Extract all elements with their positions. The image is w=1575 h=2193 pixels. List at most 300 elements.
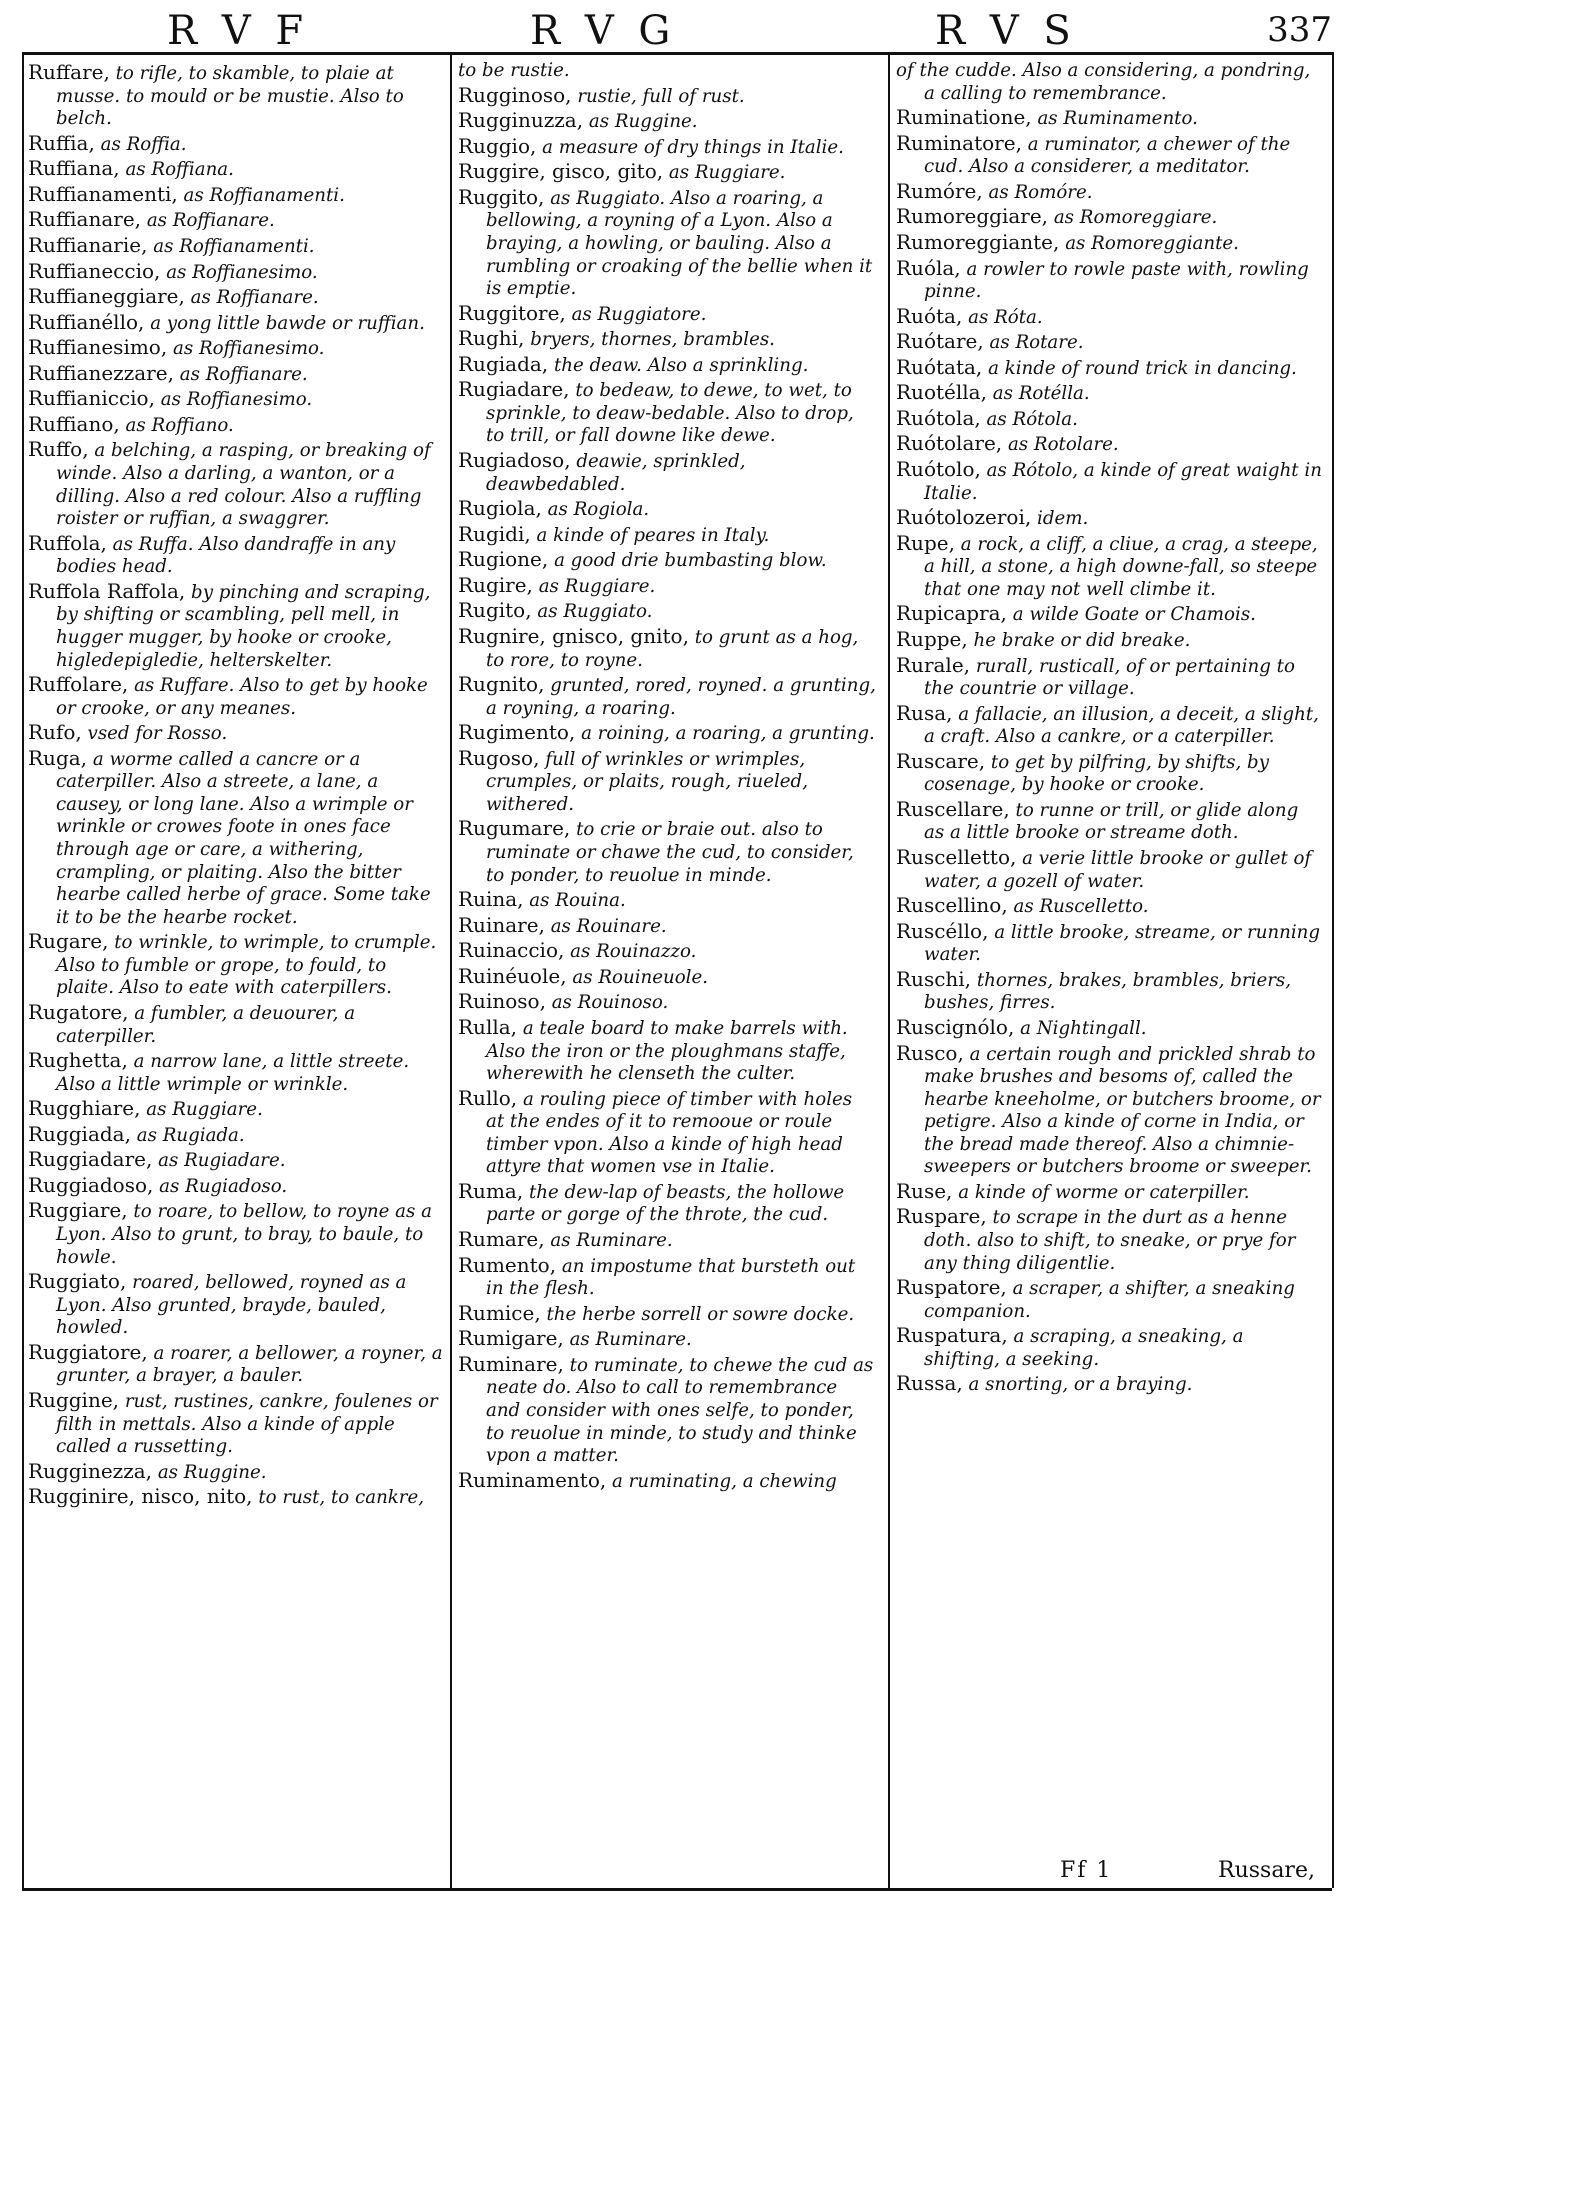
entry-definition: to rifle, to skamble, to plaie at musse. to mould or be mustie. Also to belch.: [56, 63, 404, 130]
entry-definition: as Rouineuole.: [572, 966, 709, 988]
entry-definition: as Ruggiare.: [146, 1099, 263, 1121]
entry-definition: as Ruminare.: [550, 1230, 673, 1251]
dictionary-entry: [28, 1000, 446, 1048]
entry-definition: as Roffianamenti.: [183, 184, 345, 206]
dictionary-entry: [28, 1147, 446, 1173]
entry-definition: as Roffianesimo.: [173, 338, 325, 360]
entry-headword: Ruina,: [458, 887, 524, 912]
entry-headword: Ruggire, gisco, gito,: [458, 159, 664, 184]
dictionary-entry: [28, 361, 446, 387]
dictionary-entry: [458, 377, 876, 448]
entry-headword: Rugginire, nisco, nito,: [28, 1484, 253, 1509]
entry-definition: grunted, rored, royned. a grunting, a royning, a roaring.: [486, 675, 876, 719]
dictionary-entry: [28, 233, 446, 259]
entry-headword: Ruggine,: [28, 1387, 120, 1412]
entry-definition: a good drie bumbasting blow.: [554, 550, 827, 572]
entry-headword: Rugginoso,: [458, 82, 572, 107]
dictionary-entry: [458, 83, 876, 109]
dictionary-entry: [896, 179, 1324, 205]
entry-definition: as Rótola.: [986, 408, 1078, 430]
entry-definition: a belching, a rasping, or breaking of winde. Also a darling, a wanton, or a dilling. Also a red colour. Also a ruffling roister or ruffian, a swaggrer.: [56, 440, 431, 530]
entry-headword: Ruggiato,: [28, 1269, 127, 1294]
entry-headword: Rugiola,: [458, 496, 542, 521]
entry-headword: Ruscare,: [896, 748, 986, 773]
entry-definition: thornes, brakes, brambles, briers, bushes, firres.: [924, 969, 1292, 1014]
entry-headword: Rumoreggiare,: [896, 204, 1049, 229]
entry-headword: Ruffola,: [28, 530, 107, 555]
dictionary-entry: [458, 1086, 876, 1179]
dictionary-entry: [896, 1204, 1324, 1275]
column-1: [28, 60, 446, 1510]
running-header: [22, 8, 1332, 54]
entry-definition: rurall, rusticall, of or pertaining to the countrie or village.: [924, 655, 1295, 700]
entry-definition: as Ruggiatore.: [571, 303, 707, 325]
entry-definition: as Roffianamenti.: [153, 235, 315, 257]
entry-definition: to grunt as a hog, to rore, to royne.: [486, 626, 859, 671]
entry-headword: Ruggiada,: [28, 1121, 131, 1146]
entry-definition: as Romóre.: [988, 181, 1093, 203]
dictionary-entry: [896, 1323, 1324, 1371]
entry-headword: Ruóta,: [896, 303, 963, 328]
entry-headword: Ruótolo,: [896, 457, 981, 481]
entry-headword: Ruscelletto,: [896, 845, 1017, 869]
entry-headword: Ruspatore,: [896, 1275, 1007, 1300]
entry-definition: a scraping, a sneaking, a shifting, a seeking.: [924, 1326, 1244, 1370]
entry-definition: as Rotare.: [989, 332, 1084, 354]
entry-headword: Rugginezza,: [28, 1458, 153, 1483]
entry-headword: Ruscellino,: [896, 893, 1008, 918]
entry-definition: of the cudde. Also a considering, a pondring, a calling to remembrance.: [896, 60, 1311, 104]
dictionary-entry: [28, 1096, 446, 1122]
dictionary-entry: [896, 797, 1324, 845]
entry-definition: to rust, to cankre,: [258, 1487, 425, 1509]
dictionary-entry: [28, 60, 446, 131]
entry-definition: a snorting, or a braying.: [968, 1374, 1193, 1396]
entry-definition: a roining, a roaring, a grunting.: [581, 723, 875, 745]
entry-headword: Rumare,: [458, 1227, 545, 1251]
entry-headword: Rugione,: [458, 547, 549, 572]
entry-definition: as Romoreggiare.: [1053, 207, 1218, 229]
entry-definition: to scrape in the durt as a henne doth. also to shift, to sneake, or prye for any thing diligentlie.: [924, 1207, 1296, 1274]
dictionary-entry: [28, 1173, 446, 1199]
dictionary-entry: [458, 522, 876, 548]
entry-headword: Ruótolare,: [896, 431, 1003, 456]
dictionary-entry: [896, 1371, 1324, 1397]
entry-definition: as Rugiadoso.: [159, 1175, 288, 1197]
entry-definition: rust, rustines, cankre, foulenes or filth in mettals. Also a kinde of apple called a russetting.: [56, 1390, 438, 1458]
entry-definition: a wilde Goate or Chamois.: [1012, 604, 1256, 626]
dictionary-entry: [896, 531, 1324, 602]
dictionary-entry: [458, 1179, 876, 1227]
dictionary-entry: [896, 1041, 1324, 1179]
entry-definition: the deaw. Also a sprinkling.: [553, 354, 809, 376]
entry-headword: Rugimento,: [458, 720, 576, 745]
dictionary-entry: [896, 967, 1324, 1015]
entry-headword: Ruggiare,: [28, 1198, 128, 1223]
dictionary-entry: [896, 1179, 1324, 1205]
dictionary-entry: [28, 335, 446, 361]
entry-headword: Ruffolare,: [28, 672, 129, 697]
dictionary-entry: [458, 1227, 876, 1253]
entry-definition: as Ruggiare.: [668, 162, 786, 184]
entry-definition: as Ruggine.: [588, 111, 698, 133]
entry-headword: Ruffiana,: [28, 156, 120, 181]
entry-definition: as Rotélla.: [992, 383, 1090, 405]
dictionary-entry: [896, 893, 1324, 919]
dictionary-entry: [28, 579, 446, 672]
column-rule-1: [450, 52, 452, 1888]
dictionary-entry: [28, 1048, 446, 1096]
entry-definition: a worme called a cancre or a caterpiller. Also a streete, a lane, a causey, or long lane. Also a wrimple or wrinkle or crowes foote in ones face through age or care, a withering, crampling, or plaiting. Also the bitter hearbe called herbe of grace. Some take it to be the hearbe rocket.: [56, 748, 431, 928]
entry-headword: Ruffianesimo,: [28, 335, 168, 360]
dictionary-entry: [458, 1326, 876, 1352]
dictionary-entry: [896, 355, 1324, 381]
dictionary-entry: [896, 653, 1324, 701]
entry-headword: Rugiada,: [458, 351, 549, 376]
headword-center: R V G: [530, 8, 677, 54]
entry-definition: to crie or braie out. also to ruminate or chawe the cud, to consider, to ponder, to reuolue in minde.: [486, 819, 854, 886]
entry-definition: a kinde of peares in Italy.: [536, 524, 770, 546]
entry-definition: a rock, a cliff, a cliue, a crag, a steepe, a hill, a stone, a high downe-fall, so steepe that one may not well climbe it.: [924, 533, 1318, 600]
entry-headword: Ruminamento,: [458, 1467, 607, 1492]
dictionary-entry: [458, 598, 876, 624]
entry-definition: to runne or trill, or glide along as a little brooke or streame doth.: [924, 799, 1299, 844]
dictionary-entry: [28, 746, 446, 930]
entry-definition: full of wrinkles or wrimples, crumples, or plaits, rough, riueled, withered.: [486, 748, 808, 815]
entry-headword: Ruffianamenti,: [28, 181, 178, 206]
dictionary-entry: [28, 672, 446, 720]
dictionary-entry: [28, 1122, 446, 1148]
entry-definition: as Rótolo, a kinde of great waight in Italie.: [924, 460, 1322, 504]
column-rule-left: [22, 52, 24, 1888]
entry-headword: Rumoreggiante,: [896, 229, 1060, 254]
entry-definition: a little brooke, streame, or running water.: [924, 921, 1321, 966]
entry-definition: a roarer, a bellower, a royner, a grunter, a brayer, a bauler.: [56, 1342, 443, 1387]
entry-headword: Rughi,: [458, 326, 525, 351]
dictionary-entry: [28, 386, 446, 412]
dictionary-entry: [458, 913, 876, 939]
column-rule-right: [1332, 52, 1334, 1888]
entry-definition: as Ruggiato.: [537, 601, 653, 623]
entry-headword: Rufo,: [28, 720, 82, 745]
entry-headword: Ruffola Raffola,: [28, 578, 186, 603]
dictionary-entry: [458, 134, 876, 160]
entry-headword: Rugiadoso,: [458, 448, 571, 472]
entry-definition: the dew-lap of beasts, the hollowe parte or gorge of the throte, the cud.: [486, 1181, 845, 1226]
entry-definition: roared, bellowed, royned as a Lyon. Also grunted, brayde, bauled, howled.: [56, 1272, 407, 1339]
entry-definition: vsed for Rosso.: [87, 723, 228, 745]
entry-definition: as Roffiana.: [125, 159, 234, 181]
entry-headword: Ruspatura,: [896, 1323, 1008, 1348]
entry-headword: Ruffianiccio,: [28, 386, 155, 411]
dictionary-entry: [458, 672, 876, 720]
entry-definition: he brake or did breake.: [973, 629, 1191, 651]
entry-headword: Rumento,: [458, 1252, 557, 1277]
dictionary-entry: [458, 964, 876, 990]
dictionary-entry: [896, 406, 1324, 432]
entry-headword: Ruffianeggiare,: [28, 284, 185, 309]
entry-headword: Rugumare,: [458, 816, 571, 841]
entry-headword: Rughetta,: [28, 1048, 128, 1073]
dictionary-entry: [458, 989, 876, 1015]
column-3: [896, 60, 1324, 1397]
entry-headword: Ruscéllo,: [896, 918, 989, 943]
dictionary-entry: [896, 380, 1324, 406]
dictionary-entry: [896, 60, 1324, 105]
dictionary-entry: [28, 412, 446, 438]
entry-headword: Rugidi,: [458, 521, 531, 546]
dictionary-entry: [458, 1015, 876, 1086]
dictionary-entry: [458, 60, 876, 83]
dictionary-entry: [896, 601, 1324, 627]
entry-headword: Rumice,: [458, 1300, 541, 1325]
entry-headword: Ruffiano,: [28, 411, 120, 436]
entry-headword: Ruminare,: [458, 1351, 564, 1376]
entry-definition: a fallacie, an illusion, a deceit, a slight, a craft. Also a cankre, or a caterpiller.: [924, 703, 1319, 748]
dictionary-entry: [458, 1253, 876, 1301]
entry-definition: as Ruminare.: [569, 1329, 692, 1351]
dictionary-entry: [458, 624, 876, 672]
entry-definition: to ruminate, to chewe the cud as neate do. Also to call to remembrance and consider with ones selfe, to ponder, to reuolue in minde, to study and thinke vpon a matter.: [486, 1354, 874, 1467]
dictionary-page: [22, 8, 1332, 1898]
dictionary-entry: [28, 720, 446, 746]
entry-headword: Rugnire, gnisco, gnito,: [458, 623, 689, 648]
dictionary-entry: [458, 448, 876, 496]
entry-definition: a teale board to make barrels with. Also the iron or the ploughmans staffe, wherewith he clenseth the culter.: [486, 1017, 848, 1085]
entry-headword: Rullo,: [458, 1085, 518, 1110]
dictionary-entry: [458, 887, 876, 913]
entry-headword: Ruppe,: [896, 626, 968, 651]
dictionary-entry: [458, 746, 876, 817]
dictionary-entry: [28, 310, 446, 336]
entry-headword: Rugito,: [458, 598, 532, 623]
headword-right: R V S: [935, 8, 1077, 54]
entry-headword: Rugoso,: [458, 745, 540, 770]
entry-headword: Ruffianéllo,: [28, 309, 145, 334]
dictionary-entry: [458, 185, 876, 301]
entry-definition: as Róta.: [968, 306, 1043, 328]
entry-headword: Rulla,: [458, 1014, 518, 1039]
headword-left: R V F: [167, 8, 310, 54]
entry-headword: Ruspare,: [896, 1204, 987, 1229]
entry-headword: Ruffia,: [28, 130, 95, 155]
entry-definition: as Roffianesimo.: [160, 389, 313, 411]
dictionary-entry: [458, 326, 876, 352]
entry-definition: a verie little brooke or gullet of water, a gozell of water.: [924, 848, 1312, 892]
entry-definition: deawie, sprinkled, deawbedabled.: [486, 451, 746, 495]
entry-headword: Ruotélla,: [896, 380, 987, 405]
entry-headword: Rusco,: [896, 1040, 964, 1065]
entry-headword: Ruinoso,: [458, 989, 546, 1014]
entry-headword: Ruffianare,: [28, 207, 142, 232]
dictionary-entry: [896, 749, 1324, 797]
dictionary-entry: [458, 301, 876, 327]
dictionary-entry: [458, 547, 876, 573]
entry-headword: Ruse,: [896, 1178, 953, 1203]
entry-definition: a scraper, a shifter, a sneaking companion.: [924, 1278, 1295, 1322]
entry-definition: to wrinkle, to wrimple, to crumple. Also to fumble or grope, to fould, to plaite. Also to eate with caterpillers.: [56, 932, 437, 999]
entry-headword: Ruffare,: [28, 60, 110, 84]
dictionary-entry: [896, 919, 1324, 967]
entry-definition: as Rogiola.: [547, 499, 650, 521]
entry-definition: as Ruscelletto.: [1013, 896, 1149, 918]
entry-definition: as Roffianare.: [190, 287, 319, 309]
dictionary-entry: [28, 1459, 446, 1485]
dictionary-entry: [28, 207, 446, 233]
entry-definition: as Roffianare.: [146, 210, 275, 232]
dictionary-entry: [896, 304, 1324, 330]
entry-headword: Ruscellare,: [896, 796, 1010, 821]
entry-definition: as Ruggiare.: [538, 575, 656, 597]
dictionary-entry: [896, 204, 1324, 230]
entry-headword: Rumóre,: [896, 178, 983, 203]
entry-headword: Rugire,: [458, 572, 533, 597]
entry-headword: Rugghiare,: [28, 1096, 141, 1121]
column-rule-2: [888, 52, 890, 1888]
entry-headword: Rugnito,: [458, 672, 545, 697]
dictionary-entry: [28, 156, 446, 182]
dictionary-entry: [28, 437, 446, 530]
entry-definition: a Nightingall.: [1020, 1017, 1147, 1039]
dictionary-entry: [28, 1484, 446, 1510]
entry-definition: as Rugiadare.: [158, 1150, 286, 1172]
entry-definition: as Rouinare.: [550, 915, 667, 937]
entry-definition: as Roffiano.: [125, 414, 234, 436]
entry-definition: a rowler to rowle paste with, rowling pinne.: [924, 258, 1309, 303]
entry-headword: Rugatore,: [28, 999, 129, 1024]
entry-headword: Rugginuzza,: [458, 108, 584, 133]
entry-definition: as Ruminamento.: [1037, 108, 1198, 130]
entry-definition: as Roffianare.: [179, 363, 308, 385]
dictionary-entry: [896, 505, 1324, 531]
dictionary-entry: [458, 159, 876, 185]
entry-definition: a kinde of worme or caterpiller.: [958, 1181, 1250, 1203]
dictionary-entry: [896, 845, 1324, 893]
entry-definition: a certain rough and prickled shrab to make brushes and besoms of, called the hearbe kneeholme, or butchers broome, or petigre. Also a kinde of corne in India, or the bread made thereof. Also a chimnie-sweepers or butchers broome or sweeper.: [924, 1043, 1321, 1178]
entry-definition: as Rouinazzo.: [570, 941, 697, 963]
entry-headword: Ruótata,: [896, 354, 983, 379]
dictionary-entry: [458, 1301, 876, 1327]
entry-headword: Rugiadare,: [458, 377, 570, 402]
entry-headword: Ruggito,: [458, 184, 545, 209]
entry-definition: as Roffianesimo.: [166, 261, 318, 283]
entry-definition: idem.: [1037, 508, 1089, 530]
page-number: 337: [1267, 10, 1332, 50]
entry-definition: to get by pilfring, by shifts, by cosenage, by hooke or crooke.: [924, 751, 1269, 796]
entry-definition: rustie, full of rust.: [577, 85, 745, 107]
dictionary-entry: [458, 1468, 876, 1494]
dictionary-entry: [458, 938, 876, 964]
entry-definition: the herbe sorrell or sowre docke.: [546, 1303, 855, 1325]
entry-definition: as Rouina.: [529, 890, 626, 912]
entry-headword: Rugare,: [28, 929, 109, 954]
entry-headword: Ruggitore,: [458, 300, 566, 325]
entry-definition: as Rugiada.: [136, 1124, 245, 1146]
entry-headword: Ruminatore,: [896, 130, 1022, 155]
entry-headword: Ruótare,: [896, 329, 984, 354]
dictionary-entry: [28, 929, 446, 1000]
entry-definition: as Ruffa. Also dandraffe in any bodies head.: [56, 533, 396, 578]
entry-headword: Ruótola,: [896, 405, 981, 430]
entry-definition: a ruminating, a chewing: [612, 1470, 837, 1492]
entry-headword: Ruóla,: [896, 255, 961, 280]
entry-definition: as Ruffare. Also to get by hooke or crooke, or any meanes.: [56, 675, 428, 719]
entry-headword: Ruggiatore,: [28, 1339, 148, 1364]
entry-headword: Ruggiadoso,: [28, 1172, 154, 1197]
dictionary-entry: [896, 457, 1324, 505]
dictionary-entry: [896, 431, 1324, 457]
entry-headword: Ruga,: [28, 745, 88, 770]
dictionary-entry: [458, 352, 876, 378]
entry-definition: to roare, to bellow, to royne as a Lyon. Also to grunt, to bray, to baule, to howle.: [56, 1201, 432, 1268]
entry-headword: Ruminatione,: [896, 105, 1032, 130]
dictionary-entry: [28, 259, 446, 285]
entry-definition: bryers, thornes, brambles.: [530, 329, 775, 351]
entry-definition: as Ruggine.: [157, 1461, 267, 1483]
dictionary-entry: [458, 816, 876, 887]
entry-headword: Ruinare,: [458, 912, 545, 937]
dictionary-entry: [28, 131, 446, 157]
dictionary-entry: [28, 1340, 446, 1388]
dictionary-entry: [896, 256, 1324, 304]
entry-definition: a fumbler, a deuourer, a caterpiller.: [56, 1002, 356, 1047]
catchword: Russare,: [1218, 1858, 1315, 1883]
header-rule: [22, 52, 1332, 55]
dictionary-entry: [896, 701, 1324, 749]
entry-headword: Ruinéuole,: [458, 963, 567, 988]
entry-headword: Ruinaccio,: [458, 938, 565, 963]
entry-headword: Russa,: [896, 1371, 963, 1396]
entry-headword: Ruffo,: [28, 437, 89, 462]
entry-headword: Ruffianeccio,: [28, 258, 161, 283]
dictionary-entry: [896, 131, 1324, 179]
dictionary-entry: [458, 573, 876, 599]
dictionary-entry: [28, 1198, 446, 1269]
dictionary-entry: [896, 1015, 1324, 1041]
entry-definition: a measure of dry things in Italie.: [542, 136, 844, 158]
entry-headword: Ruma,: [458, 1178, 524, 1203]
entry-definition: to be rustie.: [458, 60, 570, 81]
dictionary-entry: [896, 1275, 1324, 1323]
entry-headword: Ruggiadare,: [28, 1147, 153, 1172]
dictionary-entry: [896, 230, 1324, 256]
dictionary-entry: [28, 531, 446, 579]
entry-headword: Rusa,: [896, 700, 953, 725]
dictionary-entry: [28, 182, 446, 208]
dictionary-entry: [28, 1269, 446, 1340]
dictionary-entry: [896, 105, 1324, 131]
entry-definition: as Roffia.: [100, 133, 187, 155]
entry-definition: a ruminator, a chewer of the cud. Also a considerer, a meditator.: [924, 133, 1291, 178]
entry-definition: as Romoreggiante.: [1065, 232, 1239, 254]
column-2: [458, 60, 876, 1493]
dictionary-entry: [28, 284, 446, 310]
entry-definition: as Rotolare.: [1007, 434, 1119, 456]
dictionary-entry: [458, 1352, 876, 1468]
entry-headword: Ruffianarie,: [28, 232, 148, 257]
dictionary-entry: [896, 329, 1324, 355]
entry-definition: to bedeaw, to dewe, to wet, to sprinkle, to deaw-bedable. Also to drop, to trill, or fall downe like dewe.: [486, 380, 854, 447]
dictionary-entry: [28, 1388, 446, 1459]
entry-definition: a yong little bawde or ruffian.: [150, 312, 425, 334]
entry-definition: as Ruggiato. Also a roaring, a bellowing, a royning of a Lyon. Also a braying, a howling, or bauling. Also a rumbling or croaking of the bellie when it is emptie.: [486, 187, 873, 300]
entry-headword: Ruggio,: [458, 133, 537, 158]
entry-headword: Rupicapra,: [896, 601, 1007, 626]
footer-rule: [22, 1888, 1332, 1891]
dictionary-entry: [458, 720, 876, 746]
entry-headword: Ruffianezzare,: [28, 360, 174, 385]
entry-definition: a narrow lane, a little streete. Also a little wrimple or wrinkle.: [56, 1051, 410, 1095]
